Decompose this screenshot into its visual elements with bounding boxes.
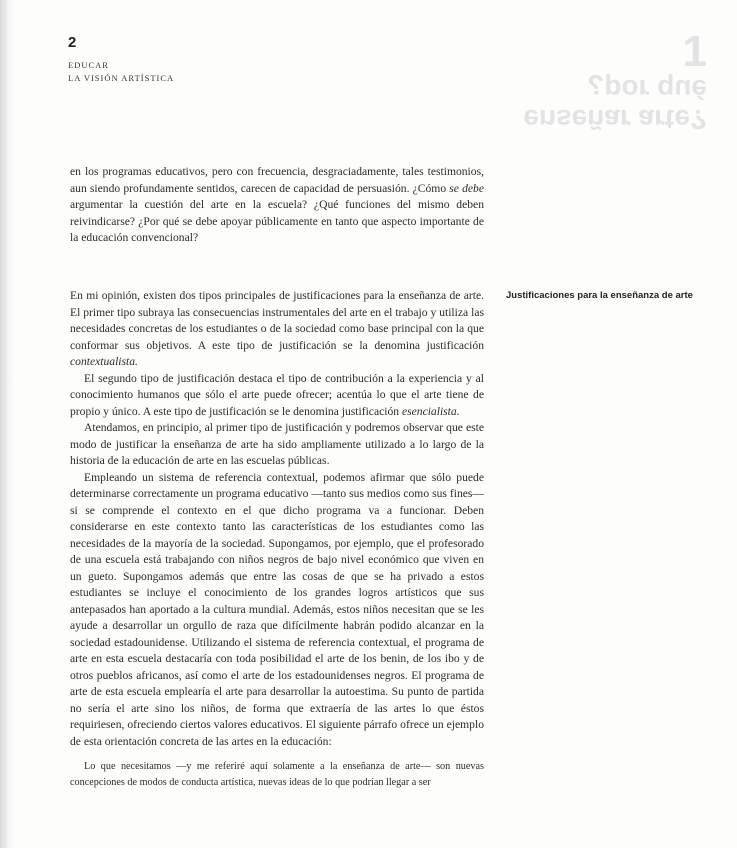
paragraph-text: en los programas educativos, pero con frecuencia, desgraciadamente, tales testimonios, aun siendo profundamente sentidos, carecen de capacidad de persuasión. ¿Cómo: [70, 165, 484, 195]
paragraph: [70, 288, 484, 371]
paragraph: [70, 164, 484, 247]
paragraph-text: En mi opinión, existen dos tipos principales de justificaciones para la enseñanza de arte. El primer tipo subraya las consecuencias instrumentales del arte en el trabajo y utiliza las necesidades concretas de los estudiantes o de la sociedad como base principal con la que conformar sus objetivos. A este tipo de justificación se la denomina justificación: [70, 289, 484, 352]
running-head: [68, 59, 174, 85]
paragraph-emphasis: se debe: [449, 181, 484, 195]
body-text-main: [70, 288, 484, 750]
paragraph-text: argumentar la cuestión del arte en la escuela? ¿Qué funciones del mismo deben reivindicarse? ¿Por qué se debe apoyar públicamente en tanto que aspecto importante de la educación convencional?: [70, 198, 484, 244]
bleed-through-title-line-1: ¿por qué: [587, 74, 707, 105]
page-edge-shadow: [0, 0, 14, 848]
paragraph: [70, 371, 484, 421]
bleed-through-chapter-title: [523, 27, 707, 135]
paragraph-emphasis: esencialista.: [401, 404, 460, 418]
paragraph: Atendamos, en principio, al primer tipo de justificación y podremos observar que este modo de justificar la enseñanza de arte ha sido ampliamente utilizado a lo largo de la historia de la educación de arte en las escuelas públicas.: [70, 421, 484, 467]
body-text-top: [70, 164, 484, 247]
block-quote: [70, 759, 484, 790]
page-number: 2: [68, 34, 77, 51]
paragraph: Empleando un sistema de referencia contextual, podemos afirmar que sólo puede determinarse correctamente un programa educativo —tanto sus medios como sus fines— si se comprende el contexto en el que dicho programa va a funcionar. Deben considerarse en este contexto tanto las características de los estudiantes como las necesidades de la mayoría de la sociedad. Supongamos, por ejemplo, que el profesorado de una escuela está trabajando con niños negros de bajo nivel económico que viven en un gueto. Supongamos además que entre las cosas de que se ha privado a estos estudiantes se incluye el conocimiento de los grandes logros artísticos que sus antepasados han aportado a la cultura mundial. Además, estos niños necesitan que se les ayude a desarrollar un orgullo de raza que difícilmente habrán podido alcanzar en la sociedad estadounidense. Utilizando el sistema de referencia contextual, el programa de arte en esta escuela destacaría con toda posibilidad el arte de los benin, de los ibo y de otros pueblos africanos, así como el arte de los estadounidenses negros. El programa de arte de esta escuela emplearía el arte para desarrollar la autoestima. Su punto de partida no sería el arte sino los niños, de forma que extraería de las artes lo que éstos requiriesen, ofreciendo ciertos valores educativos. El siguiente párrafo ofrece un ejemplo de esta orientación concreta de las artes en la educación:: [70, 470, 484, 748]
running-head-book-title: EDUCAR: [68, 60, 109, 70]
quote-text: Lo que necesitamos —y me referiré aquí solamente a la enseñanza de arte— son nuevas concepciones de modos de conducta artística, nuevas ideas de lo que podrían llegar a ser: [70, 761, 484, 788]
paragraph-emphasis: contextualista.: [70, 355, 138, 368]
bleed-through-title-line-2: enseñar arte?: [523, 104, 707, 135]
running-head-subtitle: LA VISIÓN ARTÍSTICA: [68, 73, 175, 83]
bleed-through-chapter-number: 1: [682, 27, 707, 76]
margin-section-heading: Justificaciones para la enseñanza de arte: [506, 290, 693, 301]
paragraph-text: El segundo tipo de justificación destaca el tipo de contribución a la experiencia y al conocimiento humanos que sólo el arte puede ofrecer; acentúa lo que el arte tiene de propio y único. A este tipo de justificación se le denomina justificación: [70, 371, 484, 418]
